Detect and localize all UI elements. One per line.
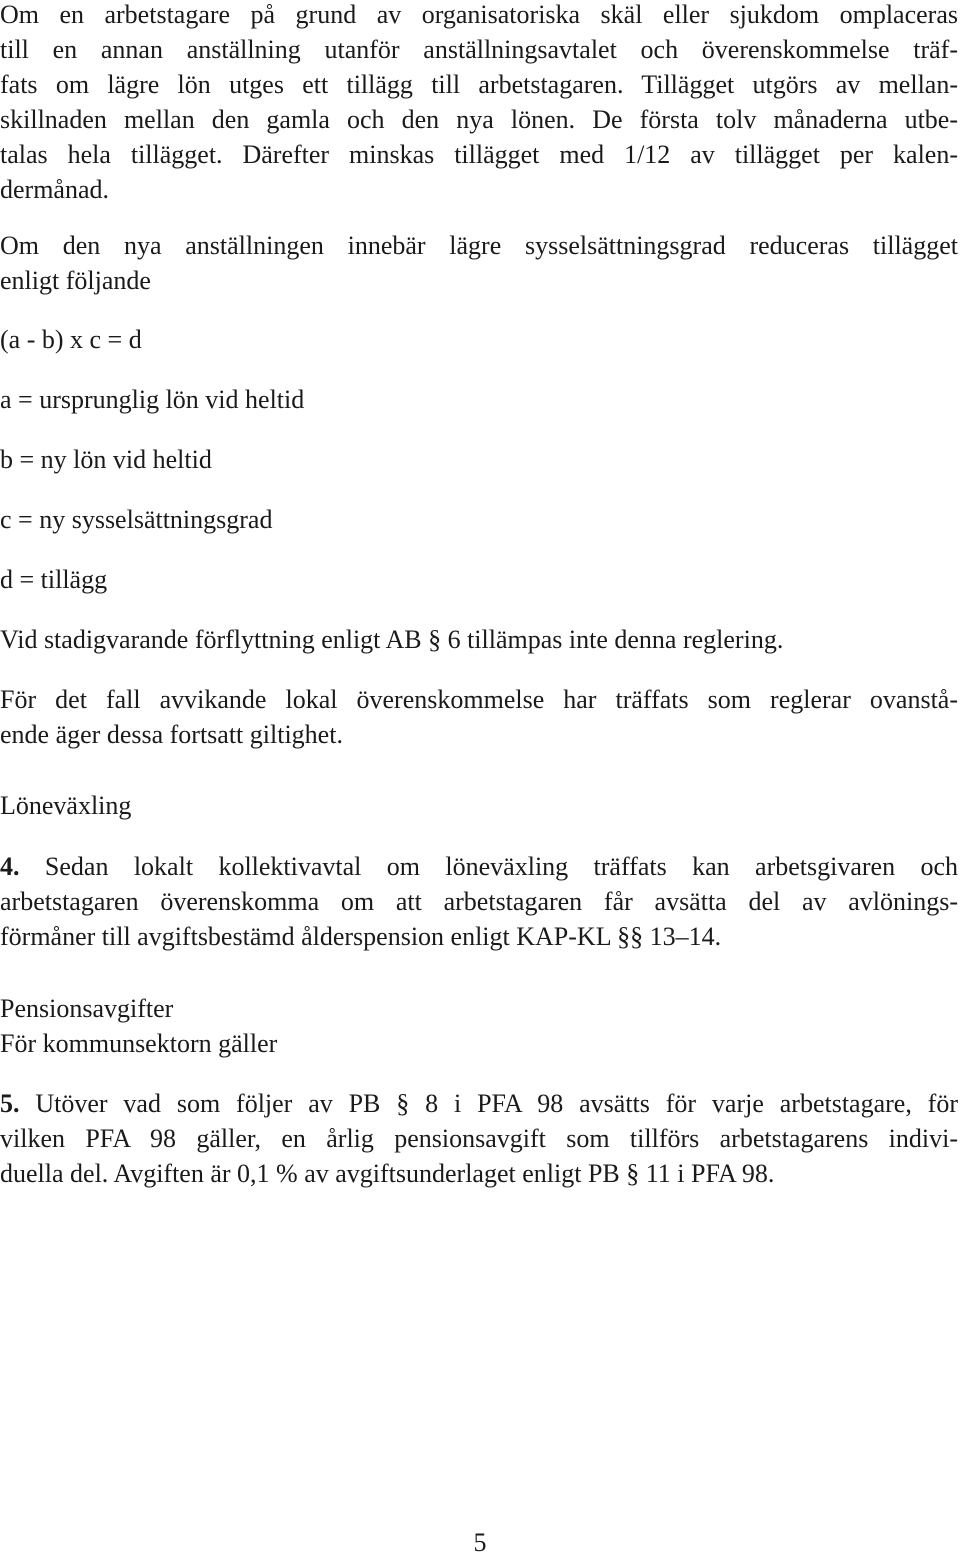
page-number: 5 — [473, 1528, 487, 1557]
text-line — [0, 849, 958, 884]
section-number: 4. — [0, 852, 20, 881]
text-line: För det fall avvikande lokal överenskommelse har träffats som reglerar ovanstå- — [0, 685, 958, 714]
definition-c: c = ny sysselsättningsgrad — [0, 505, 273, 534]
text-line: talas hela tillägget. Därefter minskas tillägget med 1/12 av tillägget per kalen- — [0, 140, 958, 169]
text-line: duella del. Avgiften är 0,1 % av avgiftsunderlaget enligt PB § 11 i PFA 98. — [0, 1159, 775, 1188]
text-line: dermånad. — [0, 175, 110, 204]
heading-pensionsavgifter: Pensionsavgifter — [0, 994, 174, 1023]
text-line — [0, 1086, 958, 1121]
paragraph-omplacering — [0, 0, 958, 207]
text-line: Om den nya anställningen innebär lägre sysselsättningsgrad reduceras tillägget — [0, 231, 958, 260]
text-line: enligt följande — [0, 266, 151, 295]
definition-b: b = ny lön vid heltid — [0, 445, 212, 474]
paragraph-lokal-overenskommelse — [0, 682, 958, 752]
section-number: 5. — [0, 1089, 20, 1118]
text-line: arbetstagaren överenskomma om att arbetstagaren får avsätta del av avlönings- — [0, 887, 958, 916]
text-segment: Sedan lokalt kollektivavtal om löneväxling träffats kan arbetsgivaren och — [44, 852, 959, 881]
paragraph-sysselsattningsgrad — [0, 228, 958, 298]
text-line: fats om lägre lön utges ett tillägg till arbetstagaren. Tillägget utgörs av mellan- — [0, 70, 958, 99]
paragraph-forflyttning: Vid stadigvarande förflyttning enligt AB § 6 tillämpas inte denna reglering. — [0, 625, 784, 654]
text-line: förmåner till avgiftsbestämd ålderspension enligt KAP-KL §§ 13–14. — [0, 922, 722, 951]
section-4 — [0, 849, 958, 954]
text-line: ende äger dessa fortsatt giltighet. — [0, 720, 343, 749]
text-line: vilken PFA 98 gäller, en årlig pensionsavgift som tillförs arbetstagarens indivi- — [0, 1124, 958, 1153]
heading-loneväxling: Löneväxling — [0, 791, 132, 820]
text-segment: Utöver vad som följer av PB § 8 i PFA 98 avsätts för varje arbetstagare, för — [35, 1089, 959, 1118]
definition-d: d = tillägg — [0, 565, 108, 594]
formula: (a - b) x c = d — [0, 325, 142, 354]
section-5 — [0, 1086, 958, 1191]
text-line: Om en arbetstagare på grund av organisatoriska skäl eller sjukdom omplaceras — [0, 0, 958, 29]
text-line: skillnaden mellan den gamla och den nya lönen. De första tolv månaderna utbe- — [0, 105, 958, 134]
definition-a: a = ursprunglig lön vid heltid — [0, 385, 305, 414]
subheading-kommunsektorn: För kommunsektorn gäller — [0, 1029, 278, 1058]
text-line: till en annan anställning utanför anställningsavtalet och överenskommelse träf- — [0, 35, 958, 64]
